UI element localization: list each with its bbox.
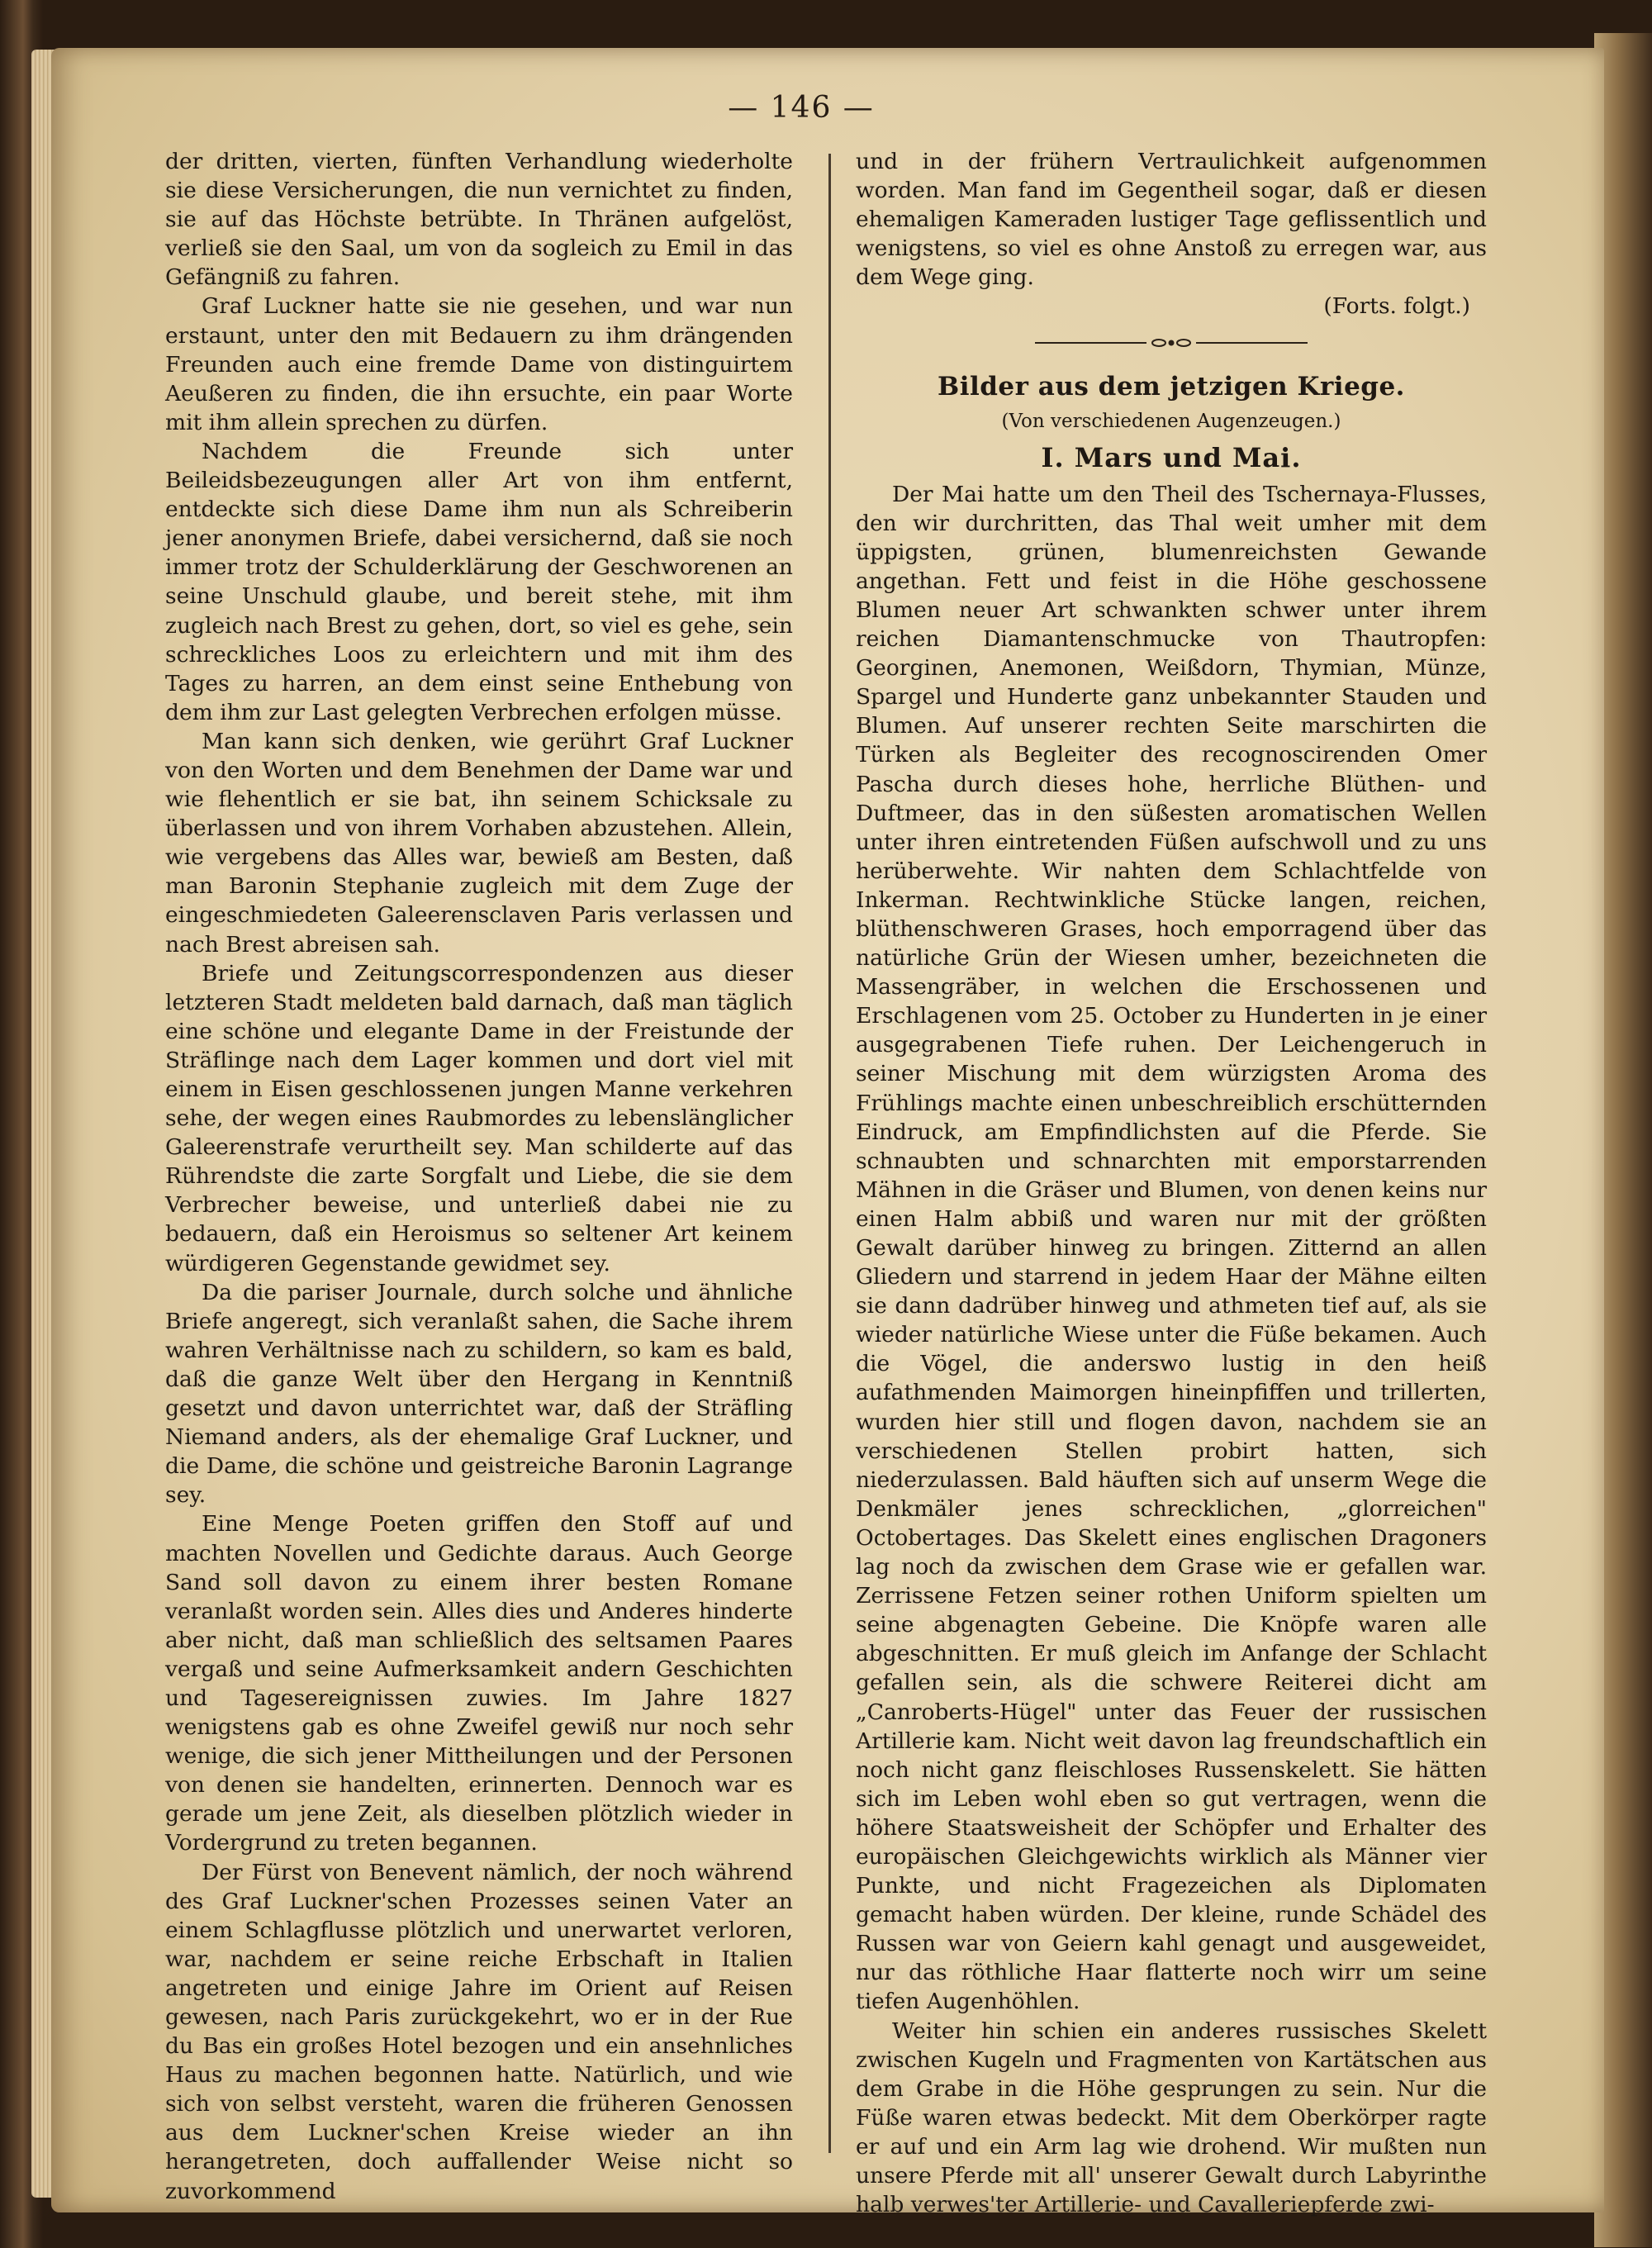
right-column (856, 147, 1487, 2219)
divider-ornament-icon (1035, 335, 1308, 351)
left-paragraph-4: Man kann sich denken, wie gerührt Graf Luckner von den Worten und dem Benehmen der Dame war und wie flehentlich er sie bat, ihn seinem Schicksale zu überlassen und von ihrem Vorhaben abzustehen. Allein, wie vergebens das Alles war, bewieß am Besten, daß man Baronin Stephanie zugleich mit dem Zuge der eingeschmiedeten Galeerensclaven Paris verlassen und nach Brest abreisen sah. (165, 728, 793, 958)
left-paragraph-7: Eine Menge Poeten griffen den Stoff auf und machten Novellen und Gedichte daraus. Auch George Sand soll davon zu einem ihrer besten Romane veranlaßt worden sein. Alles dies und Anderes hinderte aber nicht, daß man schließlich des seltsamen Paares vergaß und seine Aufmerksamkeit andern Geschichten und Tagesereignissen zuwies. Im Jahre 1827 wenigstens gab es ohne Zweifel gewiß nur noch sehr wenige, die sich jener Mittheilungen und der Personen von denen sie handelten, erinnerten. Dennoch war es gerade um jene Zeit, als dieselben plötzlich wieder in Vordergrund zu treten begannen. (165, 1511, 793, 1856)
left-paragraph-6: Da die pariser Journale, durch solche und ähnliche Briefe angeregt, sich veranlaßt sahen, die Sache ihrem wahren Verhältnisse nach zu schildern, so kam es bald, daß die ganze Welt über den Hergang in Kenntniß gesetzt und davon unterrichtet war, daß der Sträfling Niemand anders, als der ehemalige Graf Luckner, und die Dame, die schöne und geistreiche Baronin Lagrange sey. (165, 1279, 793, 1509)
left-column (165, 147, 793, 2206)
left-paragraph-8: Der Fürst von Benevent nämlich, der noch während des Graf Luckner'schen Prozesses seinen Vater an einem Schlagflusse plötzlich und unerwartet verloren, war, nachdem er seine reiche Erbschaft in Italien angetreten und einige Jahre im Orient auf Reisen gewesen, nach Paris zurückgekehrt, wo er in der Rue du Bas ein großes Hotel bezogen und ein ansehnliches Haus zu machen begonnen hatte. Natürlich, und wie sich von selbst versteht, waren die früheren Genossen aus dem Luckner'schen Kreise wieder an ihn herangetreten, doch auffallender Weise nicht so zuvorkommend (165, 1859, 793, 2204)
section-subtitle: (Von verschiedenen Augenzeugen.) (1001, 410, 1341, 432)
left-paragraph-3: Nachdem die Freunde sich unter Beileidsbezeugungen aller Art von ihm entfernt, entdeckte sich diese Dame ihm nun als Schreiberin jener anonymen Briefe, dabei versichernd, daß sie noch immer trotz der Schulderklärung der Geschworenen an seine Unschuld glaube, und bereit stehe, mit ihm zugleich nach Brest zu gehen, dort, so viel es gehe, sein schreckliches Loos zu erleichtern und mit ihm des Tages zu harren, an dem einst seine Enthebung von dem ihm zur Last gelegten Verbrechen erfolgen müsse. (165, 438, 793, 725)
ornamental-divider (856, 321, 1487, 364)
chapter-heading (856, 437, 1487, 478)
right-continuation: und in der frühern Vertraulichkeit aufgenommen worden. Man fand im Gegentheil sogar, daß er diesen ehemaligen Kameraden lustiger Tage geflissentlich und wenigstens, so viel es ohne Anstoß zu erregen war, aus dem Wege ging. (856, 149, 1487, 291)
column-rule (828, 154, 831, 2153)
right-paragraph-2: Weiter hin schien ein anderes russisches Skelett zwischen Kugeln und Fragmenten von Kartätschen aus dem Grabe in die Höhe gesprungen zu sein. Nur die Füße waren etwas bedeckt. Mit dem Oberkörper ragte er auf und ein Arm lag wie drohend. Wir mußten nun unsere Pferde mit all' unserer Gewalt durch Labyrinthe halb verwes'ter Artillerie- und Cavalleriepferde zwi- (856, 2017, 1487, 2218)
right-paragraph-1: Der Mai hatte um den Theil des Tschernaya-Flusses, den wir durchritten, das Thal weit umher mit dem üppigsten, grünen, blumenreichsten Gewande angethan. Fett und feist in die Höhe geschossene Blumen neuer Art schwankten schwer unter ihrem reichen Diamantenschmucke von Thautropfen: Georginen, Anemonen, Weißdorn, Thymian, Münze, Spargel und Hunderte ganz unbekannter Stauden und Blumen. Auf unserer rechten Seite marschirten die Türken als Begleiter des recognoscirenden Omer Pascha durch dieses hohe, herrliche Blüthen- und Duftmeer, das in den süßesten aromatischen Wellen unter ihren eintretenden Füßen aufschwoll und zu uns herüberwehte. Wir nahten dem Schlachtfelde von Inkerman. Rechtwinkliche Stücke langen, reichen, blüthenschweren Grases, hoch emporragend über das natürliche Grün der Wiesen umher, bezeichneten die Massengräber, in welchen die Erschossenen und Erschlagenen vom 25. October zu Hunderten in je einer ausgegrabenen Tiefe ruhen. Der Leichengeruch in seiner Mischung mit dem würzigsten Aroma des Frühlings machte einen unbeschreiblich erschütternden Eindruck, am Empfindlichsten auf die Pferde. Sie schnaubten und schnarchten mit emporstarrenden Mähnen in die Gräser und Blumen, von denen keins nur einen Halm abbiß und waren nur mit der größten Gewalt darüber hinweg zu bringen. Zitternd an allen Gliedern und starrend in jedem Haar der Mähne eilten sie dann dadrüber hinweg und athmeten tief auf, als sie wieder natürliche Wiese unter die Füße bekamen. Auch die Vögel, die anderswo lustig in den heiß aufathmenden Maimorgen hineinpfiffen und trillerten, wurden hier still und flogen davon, nachdem sie an verschiedenen Stellen probirt hatten, sich niederzulassen. Bald häuften sich auf unserm Wege die Denkmäler jenes schrecklichen, „glorreichen" Octobertages. Das Skelett eines englischen Dragoners lag noch da zwischen dem Grase wie er gefallen war. Zerrissene Fetzen seiner rothen Uniform spielten um seine abgenagten Gebeine. Die Knöpfe waren alle abgeschnitten. Er muß gleich im Anfange der Schlacht gefallen sein, als die schwere Reiterei dicht am „Canroberts-Hügel" unter das Feuer der russischen Artillerie kam. Nicht weit davon lag freundschaftlich ein noch nicht ganz fleischloses Russenskelett. Sie hätten sich im Leben wohl eben so gut vertragen, wenn die höhere Staatsweisheit der Schöpfer und Erhalter des europäischen Gleichgewichts wirklich als Männer vier Punkte, und nicht Fragezeichen als Diplomaten gemacht haben würden. Der kleine, runde Schädel des Russen war von Geiern kahl genagt und ausgeweidet, nur das röthliche Haar flatterte noch wirr um seine tiefen Augenhöhlen. (856, 481, 1487, 2015)
left-paragraph-1: der dritten, vierten, fünften Verhandlung wiederholte sie diese Versicherungen, die nun vernichtet zu finden, sie auf das Höchste betrübte. In Thränen aufgelöst, verließ sie den Saal, um von da sogleich zu Emil in das Gefängniß zu fahren. (165, 149, 793, 291)
left-paragraph-5: Briefe und Zeitungscorrespondenzen aus dieser letzteren Stadt meldeten bald darnach, daß man täglich eine schöne und elegante Dame in der Freistunde der Sträflinge nach dem Lager kommen und dort viel mit einem in Eisen geschlossenen jungen Manne verkehren sehe, der wegen eines Raubmordes zu lebenslänglicher Galeerenstrafe verurtheilt sey. Man schilderte auf das Rührendste die zarte Sorgfalt und Liebe, die sie dem Verbrecher beweise, und unterließ dabei nie zu bedauern, daß ein Heroismus so seltener Art keinem würdigeren Gegenstande gewidmet sey. (165, 960, 793, 1276)
left-paragraph-2: Graf Luckner hatte sie nie gesehen, und war nun erstaunt, unter den mit Bedauern zu ihm drängenden Freunden auch eine fremde Dame von distinguirtem Aeußeren zu finden, die ihn ersuchte, ein paar Worte mit ihm allein sprechen zu dürfen. (165, 293, 793, 435)
continued-note: (Forts. folgt.) (1323, 293, 1470, 320)
chapter-title: Mars und Mai. (1074, 441, 1302, 473)
section-title: Bilder aus dem jetzigen Kriege. (938, 371, 1405, 402)
page-number: — 146 — (728, 91, 875, 125)
chapter-number: I. (1041, 441, 1065, 473)
